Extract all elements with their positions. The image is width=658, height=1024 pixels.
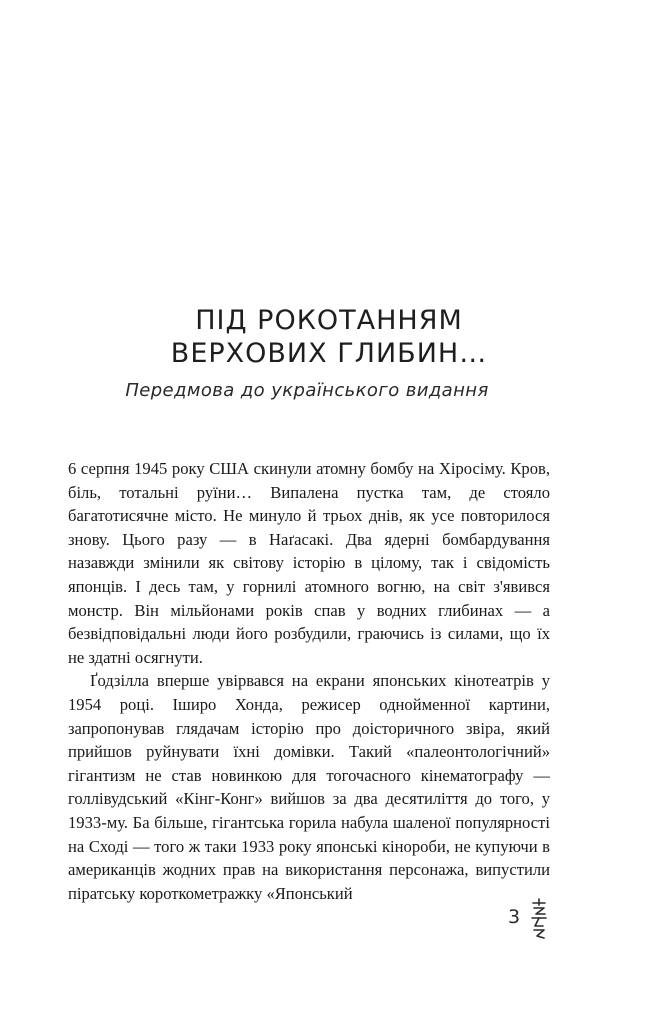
chapter-title-line-1: ПІД РОКОТАННЯМ (195, 305, 463, 336)
chapter-title-line-2: ВЕРХОВИХ ГЛИБИН… (170, 338, 488, 369)
body-text (68, 457, 550, 905)
chapter-subtitle: Передмова до українського видання (125, 380, 489, 401)
page-number: 3 (508, 906, 521, 928)
paragraph-2: Ґодзілла вперше увірвався на екрани японських кінотеатрів у 1954 році. Іширо Хонда, режисер однойменної картини, запропонував глядачам історію про доісторичного звіра, який прийшов руйнувати їхні домівки. Такий «палеонтологічний» гігантизм не став новинкою для тогочасного кінематографу — голлівудський «Кінг-Конг» вийшов за два десятиліття до того, у 1933-му. Ба більше, гігантська горила набула шаленої популярності на Сході — того ж таки 1933 року японські кінороби, не купуючи в американців жодних прав на використання персонажа, випустили піратську короткометражку «Японський (68, 671, 550, 903)
godzilla-glyph-icon (528, 896, 550, 942)
paragraph-1: 6 серпня 1945 року США скинули атомну бомбу на Хіросіму. Кров, біль, тотальні руїни… Випалена пустка там, де стояло багатотисячне місто. Не минуло й трьох днів, як усе повторилося знову. Цього разу — в Наґасакі. Два ядерні бомбардування назавжди змінили як світову історію в цілому, так і свідомість японців. І десь там, у горнилі атомного вогню, на світ з'явився монстр. Він мільйонами років спав у водних глибинах — а безвідповідальні люди його розбудили, граючись із силами, що їх не здатні осягнути. (68, 459, 550, 667)
chapter-title (0, 304, 658, 370)
